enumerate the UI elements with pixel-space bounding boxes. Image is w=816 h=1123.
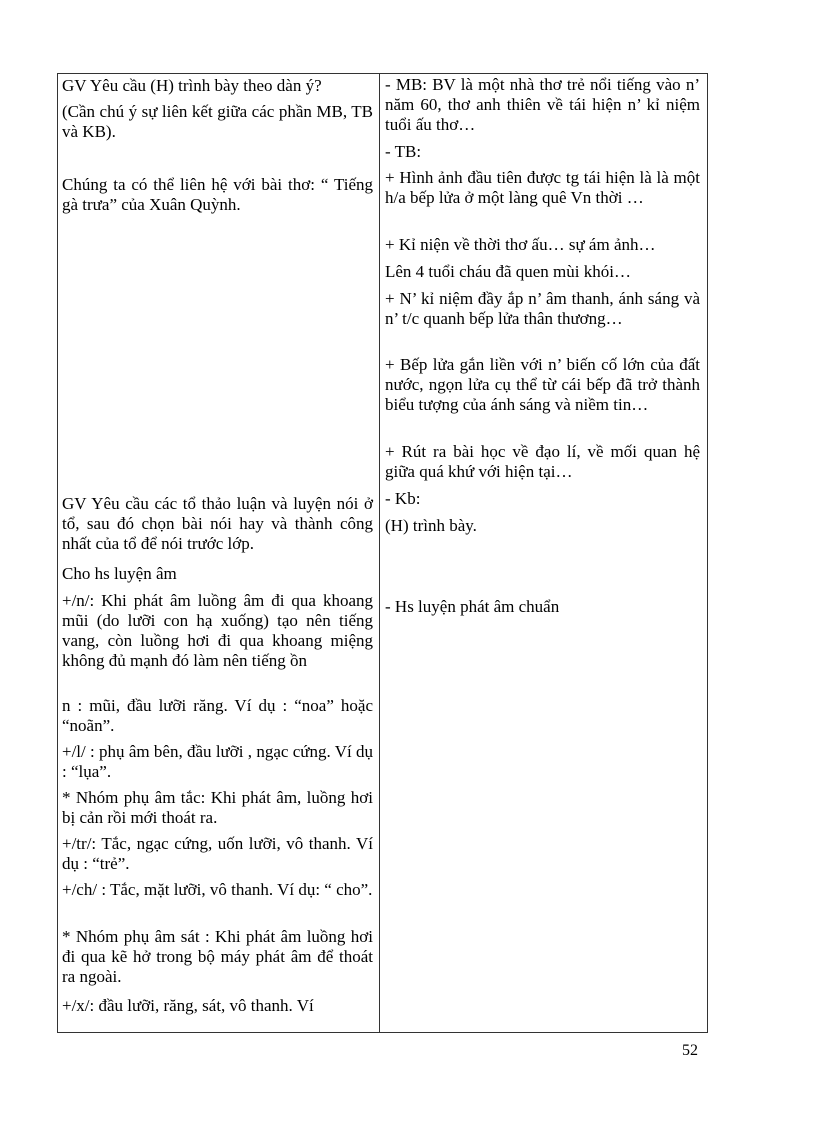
- right-paragraph: - Hs luyện phát âm chuẩn: [385, 597, 560, 616]
- left-paragraph: Chúng ta có thể liên hệ với bài thơ: “ Tiếng gà trưa” của Xuân Quỳnh.: [62, 175, 373, 214]
- right-paragraph: (H) trình bày.: [385, 516, 477, 535]
- right-paragraph: + Kỉ niện về thời thơ ấu… sự ám ảnh…: [385, 235, 656, 254]
- left-paragraph: GV Yêu cầu các tổ thảo luận và luyện nói ở tổ, sau đó chọn bài nói hay và thành công nhất của tổ để nói trước lớp.: [62, 494, 373, 553]
- right-paragraph: + N’ kỉ niệm đầy ắp n’ âm thanh, ánh sáng và n’ t/c quanh bếp lửa thân thương…: [385, 289, 700, 328]
- left-paragraph: +/ch/ : Tắc, mặt lưỡi, vô thanh. Ví dụ: “ cho”.: [62, 880, 373, 899]
- left-paragraph: * Nhóm phụ âm sát : Khi phát âm luồng hơi đi qua kẽ hở trong bộ máy phát âm để thoát ra ngoài.: [62, 927, 373, 986]
- left-paragraph: +/n/: Khi phát âm luồng âm đi qua khoang mũi (do lưỡi con hạ xuống) tạo nên tiếng vang, còn luồng hơi đi qua khoang miệng không đủ mạnh đó làm nên tiếng ồn: [62, 591, 373, 670]
- right-paragraph: Lên 4 tuổi cháu đã quen mùi khói…: [385, 262, 631, 281]
- right-paragraph: + Hình ảnh đầu tiên được tg tái hiện là là một h/a bếp lửa ở một làng quê Vn thời …: [385, 168, 700, 207]
- left-paragraph: +/tr/: Tắc, ngạc cứng, uốn lưỡi, vô thanh. Ví dụ : “trẻ”.: [62, 834, 373, 873]
- left-paragraph: (Cần chú ý sự liên kết giữa các phần MB, TB và KB).: [62, 102, 373, 141]
- column-divider: [379, 73, 380, 1033]
- page-number: 52: [682, 1042, 698, 1059]
- left-paragraph: n : mũi, đầu lưỡi răng. Ví dụ : “noa” hoặc “noãn”.: [62, 696, 373, 735]
- left-paragraph: +/x/: đầu lưỡi, răng, sát, vô thanh. Ví: [62, 996, 314, 1015]
- right-paragraph: - TB:: [385, 142, 422, 161]
- right-paragraph: + Bếp lửa gắn liền với n’ biến cố lớn của đất nước, ngọn lửa cụ thể từ cái bếp đã trở thành biểu tượng của ánh sáng và niềm tin…: [385, 355, 700, 414]
- left-paragraph: +/l/ : phụ âm bên, đầu lưỡi , ngạc cứng. Ví dụ : “lụa”.: [62, 742, 373, 781]
- left-paragraph: Cho hs luyện âm: [62, 564, 177, 583]
- right-paragraph: + Rút ra bài học về đạo lí, về mối quan hệ giữa quá khứ với hiện tại…: [385, 442, 700, 481]
- right-paragraph: - MB: BV là một nhà thơ trẻ nổi tiếng vào n’ năm 60, thơ anh thiên về tái hiện n’ kỉ niệm tuổi ấu thơ…: [385, 75, 700, 134]
- left-paragraph: GV Yêu cầu (H) trình bày theo dàn ý?: [62, 76, 322, 95]
- right-paragraph: - Kb:: [385, 489, 421, 508]
- left-paragraph: * Nhóm phụ âm tắc: Khi phát âm, luồng hơi bị cản rồi mới thoát ra.: [62, 788, 373, 827]
